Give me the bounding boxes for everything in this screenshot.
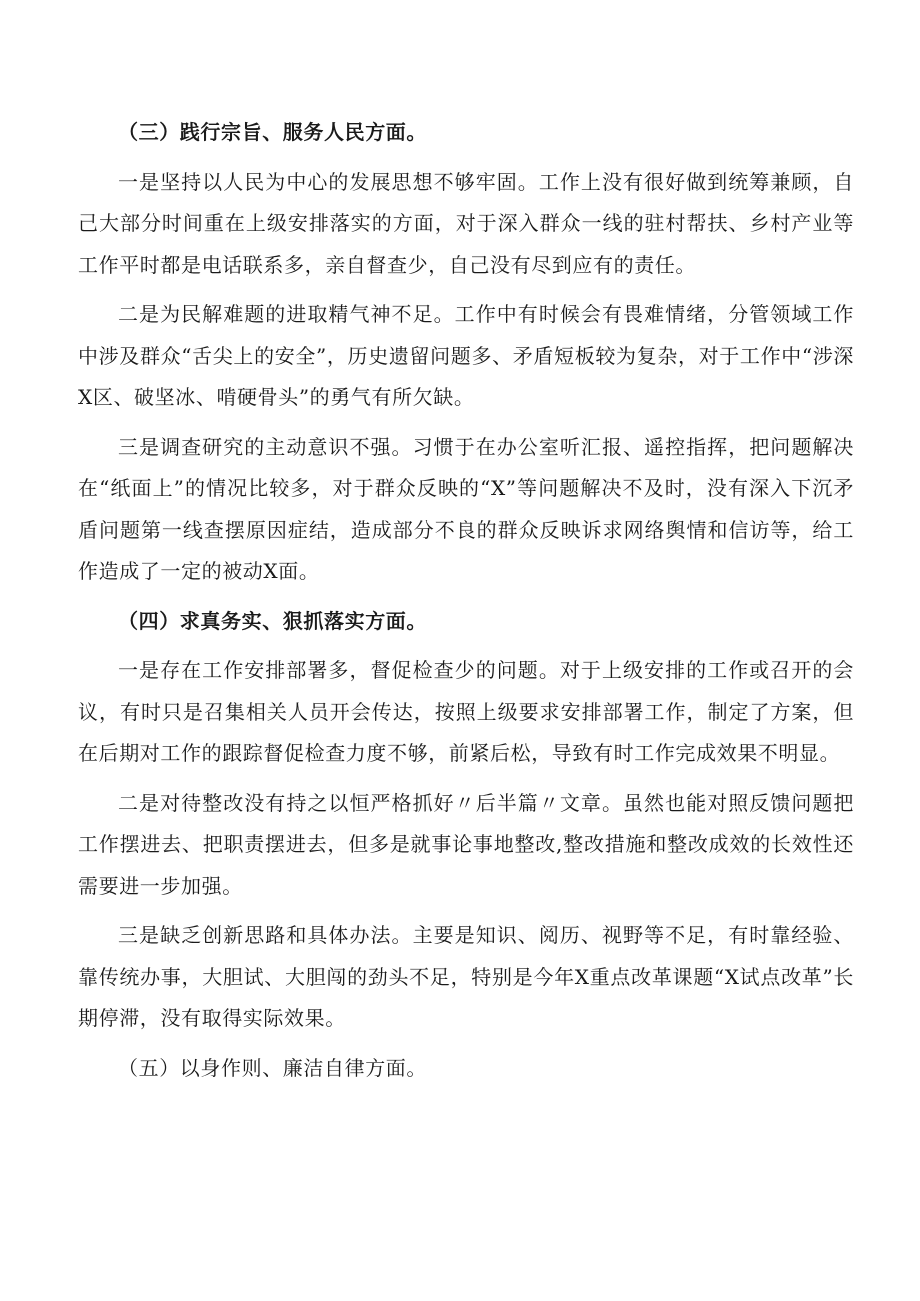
section-heading-4: （四）求真务实、狠抓落实方面。 <box>118 608 427 633</box>
paragraph-4-3: 三是缺乏创新思路和具体办法。主要是知识、阅历、视野等不足，有时靠经验、靠传统办事，大胆试、大胆闯的劲头不足，特别是今年X重点改革课题“X试点改革”长期停滞，没有取得实际效果。 <box>78 923 854 1030</box>
paragraph-4-2: 二是对待整改没有持之以恒严格抓好〃后半篇〃文章。虽然也能对照反馈问题把工作摆进去、把职责摆进去，但多是就事论事地整改,整改措施和整改成效的长效性还需要进一步加强。 <box>78 790 854 898</box>
paragraph-3-3: 三是调查研究的主动意识不强。习惯于在办公室听汇报、遥控指挥，把问题解决在“纸面上”的情况比较多，对于群众反映的“X”等问题解决不及时，没有深入下沉矛盾问题第一线查摆原因症结，造成部分不良的群众反映诉求网络舆情和信访等，给工作造成了一定的被动X面。 <box>78 434 854 583</box>
paragraph-4-1: 一是存在工作安排部署多，督促检查少的问题。对于上级安排的工作或召开的会议，有时只是召集相关人员开会传达，按照上级要求安排部署工作，制定了方案，但在后期对工作的跟踪督促检查力度不够，前紧后松，导致有时工作完成效果不明显。 <box>78 658 854 765</box>
section-heading-5: （五）以身作则、廉洁自律方面。 <box>118 1055 427 1080</box>
paragraph-3-2: 二是为民解难题的进取精气神不足。工作中有时候会有畏难情绪，分管领域工作中涉及群众“舌尖上的安全”，历史遗留问题多、矛盾短板较为复杂，对于工作中“涉深X区、破坚冰、啃硬骨头”的勇气有所欠缺。 <box>78 302 854 409</box>
section-heading-3: （三）践行宗旨、服务人民方面。 <box>118 120 427 144</box>
paragraph-3-1: 一是坚持以人民为中心的发展思想不够牢固。工作上没有很好做到统筹兼顾，自己大部分时间重在上级安排落实的方面，对于深入群众一线的驻村帮扶、乡村产业等工作平时都是电话联系多，亲自督查少，自己没有尽到应有的责任。 <box>78 169 854 277</box>
